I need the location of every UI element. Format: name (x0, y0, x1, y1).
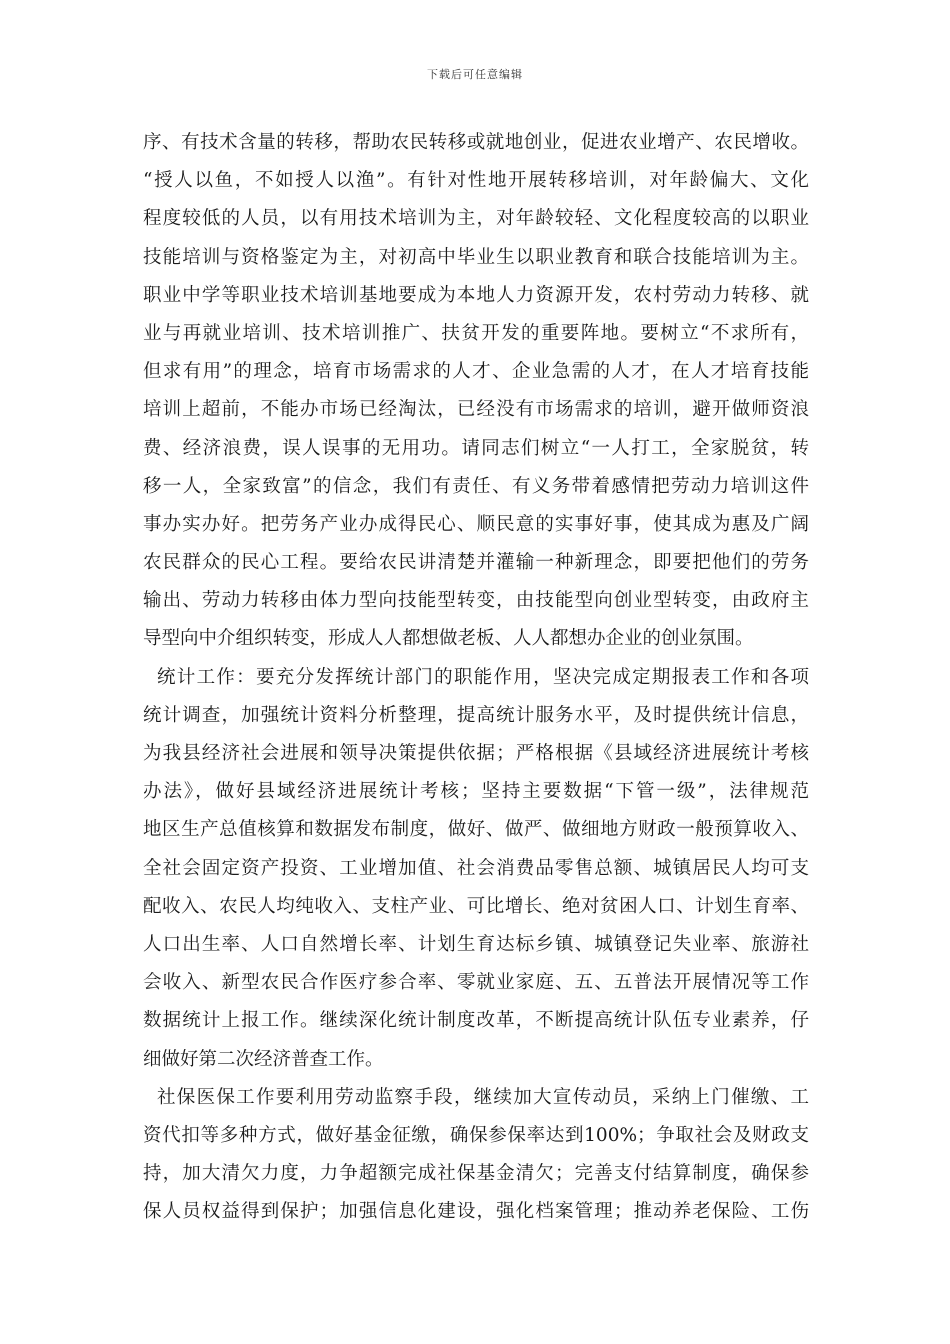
text-line: 办法》，做好县域经济进展统计考核；坚持主要数据“下管一级”，法律规范 (143, 781, 809, 803)
text-line: 数据统计上报工作。继续深化统计制度改革，不断提高统计队伍专业素养，仔 (143, 1010, 809, 1032)
text-line: 为我县经济社会进展和领导决策提供依据；严格根据《县域经济进展统计考核 (143, 743, 809, 764)
text-line: 但求有用”的理念，培育市场需求的人才、企业急需的人才，在人才培育技能 (143, 361, 809, 383)
text-line: 配收入、农民人均纯收入、支柱产业、可比增长、绝对贫困人口、计划生育率、 (143, 895, 809, 917)
text-line: 统计工作：要充分发挥统计部门的职能作用，坚决完成定期报表工作和各项 (157, 666, 809, 688)
page-header: 下载后可任意编辑 (427, 68, 523, 81)
text-line: 序、有技术含量的转移，帮助农民转移或就地创业，促进农业增产、农民增收。 (143, 132, 809, 153)
text-line: 输出、劳动力转移由体力型向技能型转变，由技能型向创业型转变，由政府主 (143, 590, 809, 612)
text-line: 业与再就业培训、技术培训推广、扶贫开发的重要阵地。要树立“不求所有， (143, 322, 809, 344)
text-line: 地区生产总值核算和数据发布制度，做好、做严、做细地方财政一般预算收入、 (143, 819, 809, 841)
text-line: 导型向中介组织转变，形成人人都想做老板、人人都想办企业的创业氛围。 (143, 628, 754, 650)
document-body (143, 124, 809, 1231)
text-line: 持，加大清欠力度，力争超额完成社保基金清欠；完善支付结算制度，确保参 (143, 1163, 809, 1185)
text-line: 全社会固定资产投资、工业增加值、社会消费品零售总额、城镇居民人均可支 (143, 857, 809, 879)
text-line: “授人以鱼，不如授人以渔”。有针对性地开展转移培训，对年龄偏大、文化 (143, 170, 809, 192)
text-line: 程度较低的人员，以有用技术培训为主，对年龄较轻、文化程度较高的以职业 (143, 208, 809, 230)
text-line: 保人员权益得到保护；加强信息化建设，强化档案管理；推动养老保险、工伤 (143, 1201, 809, 1223)
paragraph-social-security (143, 1079, 809, 1232)
text-line: 移一人，全家致富”的信念，我们有责任、有义务带着感情把劳动力培训这件 (143, 475, 809, 497)
text-line: 技能培训与资格鉴定为主，对初高中毕业生以职业教育和联合技能培训为主。 (143, 246, 809, 268)
text-line: 社保医保工作要利用劳动监察手段，继续加大宣传动员，采纳上门催缴、工 (157, 1086, 809, 1108)
paragraph-labor-training (143, 124, 809, 659)
paragraph-statistics (143, 659, 809, 1079)
text-line: 资代扣等多种方式，做好基金征缴，确保参保率达到100%；争取社会及财政支 (143, 1124, 809, 1146)
text-line: 农民群众的民心工程。要给农民讲清楚并灌输一种新理念，即要把他们的劳务 (143, 552, 809, 574)
text-line: 费、经济浪费，误人误事的无用功。请同志们树立“一人打工，全家脱贫，转 (143, 437, 809, 459)
text-line: 人口出生率、人口自然增长率、计划生育达标乡镇、城镇登记失业率、旅游社 (143, 933, 809, 955)
text-line: 事办实办好。把劳务产业办成得民心、顺民意的实事好事，使其成为惠及广阔 (143, 513, 809, 535)
text-line: 职业中学等职业技术培训基地要成为本地人力资源开发，农村劳动力转移、就 (143, 284, 809, 306)
text-line: 培训上超前，不能办市场已经淘汰，已经没有市场需求的培训，避开做师资浪 (143, 399, 809, 421)
text-line: 会收入、新型农民合作医疗参合率、零就业家庭、五、五普法开展情况等工作 (143, 972, 809, 994)
text-line: 统计调查，加强统计资料分析整理，提高统计服务水平，及时提供统计信息， (143, 704, 809, 726)
text-line: 细做好第二次经济普查工作。 (143, 1048, 384, 1070)
